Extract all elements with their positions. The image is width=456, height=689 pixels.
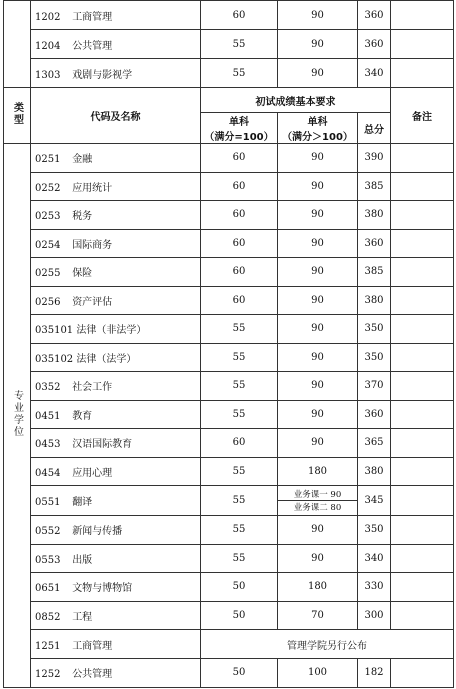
total-score: 330 xyxy=(358,573,391,602)
program-name: 公共管理 xyxy=(72,669,113,681)
separate-announcement: 管理学院另行公布 xyxy=(201,630,454,659)
table-row xyxy=(4,601,454,630)
single-score-100: 60 xyxy=(201,1,278,30)
table-row xyxy=(4,1,454,30)
note-cell xyxy=(391,229,454,258)
table-row xyxy=(4,486,454,516)
program-name: 工商管理 xyxy=(72,640,113,652)
total-score: 390 xyxy=(358,144,391,173)
header-total: 总分 xyxy=(358,113,391,144)
note-cell xyxy=(391,315,454,344)
table-row xyxy=(4,201,454,230)
program-code-name xyxy=(31,286,201,315)
total-score: 380 xyxy=(358,457,391,486)
header-row xyxy=(4,88,454,113)
program-code-name xyxy=(31,429,201,458)
program-code: 0852 xyxy=(35,611,61,623)
header-type: 类型 xyxy=(4,88,31,144)
program-code-name xyxy=(31,1,201,30)
program-code-name xyxy=(31,516,201,545)
single-score-over100: 90 xyxy=(278,429,358,458)
program-code: 1204 xyxy=(35,40,61,52)
note-cell xyxy=(391,429,454,458)
note-cell xyxy=(391,457,454,486)
total-score: 385 xyxy=(358,172,391,201)
single-score-100: 50 xyxy=(201,601,278,630)
header-code-name: 代码及名称 xyxy=(31,88,201,144)
table-row xyxy=(4,516,454,545)
single-score-100: 55 xyxy=(201,544,278,573)
note-cell xyxy=(391,400,454,429)
program-code-name xyxy=(31,144,201,173)
total-score: 350 xyxy=(358,516,391,545)
note-cell xyxy=(391,573,454,602)
single-score-over100: 90 xyxy=(278,516,358,545)
program-code-name xyxy=(31,400,201,429)
single-score-over100: 70 xyxy=(278,601,358,630)
subject2-score: 业务课二 80 xyxy=(278,500,357,513)
single-score-over100: 90 xyxy=(278,172,358,201)
program-code-name xyxy=(31,229,201,258)
program-code: 0251 xyxy=(35,154,61,166)
program-name: 国际商务 xyxy=(72,239,113,251)
program-code: 0651 xyxy=(35,583,61,595)
note-cell xyxy=(391,372,454,401)
program-code-name xyxy=(31,573,201,602)
program-code-name xyxy=(31,630,201,659)
note-cell xyxy=(391,601,454,630)
program-name: 社会工作 xyxy=(72,382,113,394)
note-cell xyxy=(391,659,454,688)
total-score: 340 xyxy=(358,544,391,573)
note-cell xyxy=(391,30,454,59)
program-name: 保险 xyxy=(72,268,93,280)
total-score: 340 xyxy=(358,59,391,88)
single-score-100: 60 xyxy=(201,286,278,315)
program-name: 税务 xyxy=(72,211,93,223)
program-code: 0552 xyxy=(35,526,61,538)
single-score-100: 50 xyxy=(201,573,278,602)
program-code: 0551 xyxy=(35,497,61,508)
single-score-over100: 90 xyxy=(278,315,358,344)
total-score: 345 xyxy=(358,486,391,516)
program-name: 资产评估 xyxy=(72,296,113,308)
program-name: 应用心理 xyxy=(72,467,113,479)
table-row xyxy=(4,229,454,258)
total-score: 360 xyxy=(358,1,391,30)
note-cell xyxy=(391,258,454,287)
program-code: 0253 xyxy=(35,211,61,223)
single-score-100: 55 xyxy=(201,486,278,516)
program-name: 文物与博物馆 xyxy=(72,583,133,595)
category-cell xyxy=(4,1,31,88)
total-score: 360 xyxy=(358,229,391,258)
note-cell xyxy=(391,286,454,315)
program-code: 1202 xyxy=(35,11,61,23)
single-score-over100: 90 xyxy=(278,400,358,429)
single-score-over100: 90 xyxy=(278,286,358,315)
total-score: 360 xyxy=(358,400,391,429)
table-row xyxy=(4,30,454,59)
program-code-name xyxy=(31,315,201,344)
total-score: 182 xyxy=(358,659,391,688)
single-score-over100: 90 xyxy=(278,144,358,173)
subject1-score: 业务课一 90 xyxy=(293,490,342,500)
table-row xyxy=(4,258,454,287)
total-score: 350 xyxy=(358,343,391,372)
note-cell xyxy=(391,486,454,516)
single-score-over100: 100 xyxy=(278,659,358,688)
single-score-over100: 90 xyxy=(278,343,358,372)
header-requirements: 初试成绩基本要求 xyxy=(201,88,391,113)
note-cell xyxy=(391,144,454,173)
single-score-over100: 90 xyxy=(278,258,358,287)
single-score-100: 60 xyxy=(201,258,278,287)
single-score-over100: 90 xyxy=(278,59,358,88)
single-score-over100: 90 xyxy=(278,544,358,573)
note-cell xyxy=(391,172,454,201)
single-score-over100: 90 xyxy=(278,229,358,258)
program-name: 工商管理 xyxy=(72,11,113,23)
program-code-name xyxy=(31,343,201,372)
program-name: 法律（法学） xyxy=(76,353,137,365)
program-code: 0553 xyxy=(35,554,61,566)
note-cell xyxy=(391,516,454,545)
table-row xyxy=(4,400,454,429)
program-code-name xyxy=(31,372,201,401)
single-score-100: 55 xyxy=(201,400,278,429)
header-single-100: 单科 （满分=100） xyxy=(201,113,278,144)
table-row xyxy=(4,573,454,602)
single-score-100: 60 xyxy=(201,429,278,458)
program-name: 金融 xyxy=(72,154,93,166)
program-code-name xyxy=(31,659,201,688)
program-code: 1303 xyxy=(35,69,61,81)
table-row xyxy=(4,659,454,688)
single-score-100: 55 xyxy=(201,457,278,486)
header-note: 备注 xyxy=(391,88,454,144)
program-code-name xyxy=(31,59,201,88)
total-score: 350 xyxy=(358,315,391,344)
single-score-over100: 180 xyxy=(278,457,358,486)
program-code: 035101 xyxy=(35,325,74,337)
category-cell: 专业学位 xyxy=(4,144,31,688)
program-code: 1251 xyxy=(35,640,61,652)
program-code: 0255 xyxy=(35,268,61,280)
program-name: 翻译 xyxy=(72,497,93,508)
program-name: 应用统计 xyxy=(72,182,113,194)
table-row xyxy=(4,429,454,458)
score-requirements-table xyxy=(3,0,454,688)
single-score-100: 55 xyxy=(201,343,278,372)
note-cell xyxy=(391,1,454,30)
program-name: 出版 xyxy=(72,554,93,566)
program-code-name xyxy=(31,258,201,287)
program-code: 0256 xyxy=(35,296,61,308)
header-single-over100: 单科 （满分＞100） xyxy=(278,113,358,144)
single-score-100: 55 xyxy=(201,315,278,344)
program-name: 戏剧与影视学 xyxy=(72,69,133,81)
single-score-over100: 180 xyxy=(278,573,358,602)
single-score-100: 60 xyxy=(201,201,278,230)
single-score-over100: 90 xyxy=(278,30,358,59)
program-code: 0254 xyxy=(35,239,61,251)
program-name: 工程 xyxy=(72,611,93,623)
program-code: 0454 xyxy=(35,467,61,479)
total-score: 380 xyxy=(358,201,391,230)
table-row xyxy=(4,172,454,201)
single-score-100: 60 xyxy=(201,172,278,201)
note-cell xyxy=(391,544,454,573)
table-row xyxy=(4,286,454,315)
program-name: 法律（非法学） xyxy=(76,325,147,337)
total-score: 370 xyxy=(358,372,391,401)
single-score-100: 55 xyxy=(201,30,278,59)
single-score-split xyxy=(278,486,358,516)
program-name: 新闻与传播 xyxy=(72,526,123,538)
table-row xyxy=(4,544,454,573)
program-code-name xyxy=(31,201,201,230)
program-code-name xyxy=(31,457,201,486)
single-score-100: 55 xyxy=(201,372,278,401)
program-code: 035102 xyxy=(35,353,74,365)
program-code: 1252 xyxy=(35,669,61,681)
single-score-100: 60 xyxy=(201,144,278,173)
program-code: 0453 xyxy=(35,439,61,451)
single-score-over100: 90 xyxy=(278,372,358,401)
single-score-over100: 90 xyxy=(278,201,358,230)
program-code-name xyxy=(31,601,201,630)
table-row xyxy=(4,372,454,401)
table-row xyxy=(4,457,454,486)
program-name: 公共管理 xyxy=(72,40,113,52)
single-score-100: 55 xyxy=(201,516,278,545)
program-code: 0352 xyxy=(35,382,61,394)
note-cell xyxy=(391,59,454,88)
total-score: 360 xyxy=(358,30,391,59)
table-row xyxy=(4,144,454,173)
program-code: 0451 xyxy=(35,410,61,422)
program-code: 0252 xyxy=(35,182,61,194)
total-score: 380 xyxy=(358,286,391,315)
total-score: 300 xyxy=(358,601,391,630)
total-score: 385 xyxy=(358,258,391,287)
program-code-name xyxy=(31,486,201,516)
single-score-100: 60 xyxy=(201,229,278,258)
program-code-name xyxy=(31,544,201,573)
table-row xyxy=(4,343,454,372)
single-score-100: 55 xyxy=(201,59,278,88)
program-name: 教育 xyxy=(72,410,93,422)
total-score: 365 xyxy=(358,429,391,458)
program-name: 汉语国际教育 xyxy=(72,439,133,451)
table-row xyxy=(4,59,454,88)
note-cell xyxy=(391,343,454,372)
program-code-name xyxy=(31,30,201,59)
note-cell xyxy=(391,201,454,230)
program-code-name xyxy=(31,172,201,201)
table-row xyxy=(4,315,454,344)
table-row xyxy=(4,630,454,659)
single-score-over100: 90 xyxy=(278,1,358,30)
single-score-100: 50 xyxy=(201,659,278,688)
